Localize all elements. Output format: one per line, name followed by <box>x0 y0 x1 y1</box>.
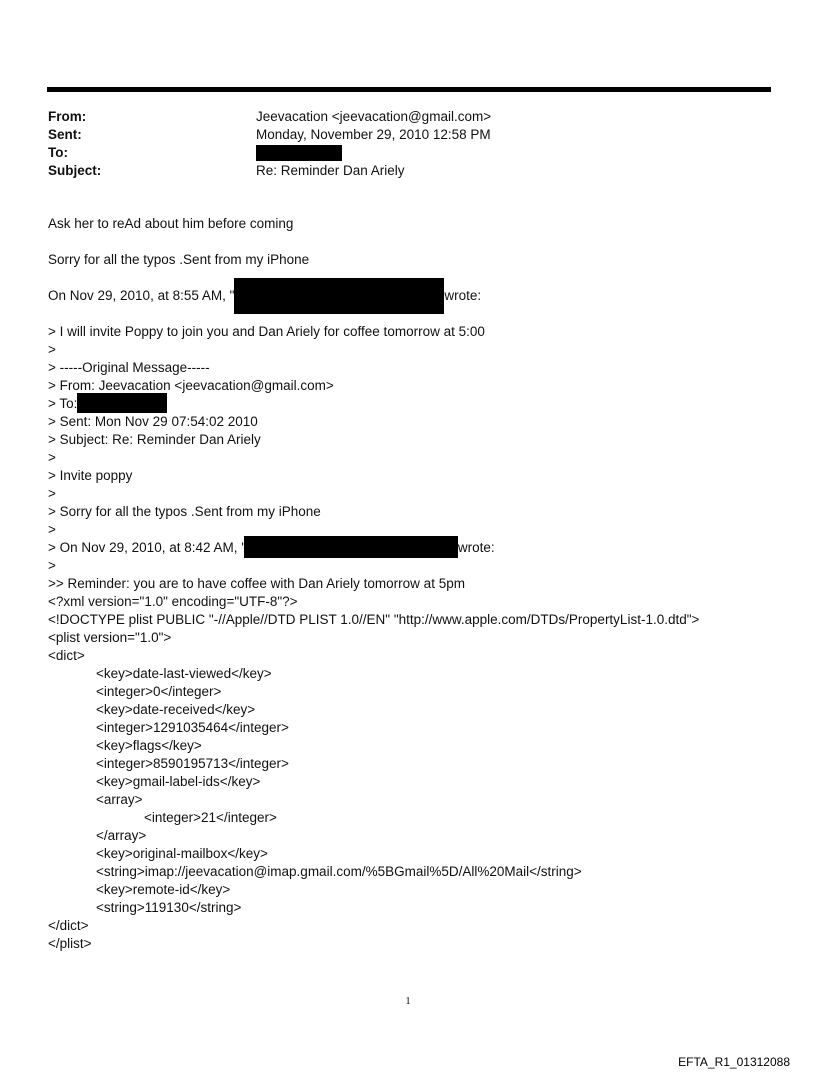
plist-line: <plist version="1.0"> <box>48 630 172 645</box>
plist-line: <integer>21</integer> <box>144 810 277 825</box>
wrote-suffix: wrote: <box>444 288 482 303</box>
body-line-1: Ask her to reAd about him before coming <box>48 216 294 231</box>
plist-line: <array> <box>96 792 143 807</box>
quoted-line: >> Reminder: you are to have coffee with Dan Ariely tomorrow at 5pm <box>48 576 465 591</box>
quoted-line: > Subject: Re: Reminder Dan Ariely <box>48 432 261 447</box>
quoted-line: > I will invite Poppy to join you and Dan Ariely for coffee tomorrow at 5:00 <box>48 324 485 339</box>
from-row <box>48 108 748 126</box>
quoted-line: > <box>48 522 56 537</box>
plist-line: <?xml version="1.0" encoding="UTF-8"?> <box>48 594 298 609</box>
quoted-line: > From: Jeevacation <jeevacation@gmail.com> <box>48 378 334 393</box>
quoted-wrote-line <box>48 539 699 557</box>
quoted-line: > <box>48 342 56 357</box>
plist-line: <integer>8590195713</integer> <box>96 756 289 771</box>
plist-line: <key>original-mailbox</key> <box>96 846 268 861</box>
quoted-line: > Invite poppy <box>48 468 133 483</box>
plist-line: <integer>0</integer> <box>96 684 222 699</box>
redaction-box <box>244 536 458 558</box>
quoted-thread <box>48 323 699 953</box>
sent-label: Sent: <box>48 127 82 142</box>
bates-number: EFTA_R1_01312088 <box>678 1055 790 1069</box>
plist-line: <key>date-last-viewed</key> <box>96 666 272 681</box>
redaction-box <box>256 145 342 161</box>
body-wrote-line <box>48 287 481 314</box>
plist-line: </dict> <box>48 918 89 933</box>
plist-line: <key>date-received</key> <box>96 702 256 717</box>
subject-row <box>48 162 748 180</box>
wrote-prefix: On Nov 29, 2010, at 8:55 AM, " <box>48 288 235 303</box>
quoted-wrote-prefix: > On Nov 29, 2010, at 8:42 AM, ' <box>48 540 244 555</box>
plist-line: <string>119130</string> <box>96 900 242 915</box>
subject-value: Re: Reminder Dan Ariely <box>256 163 405 178</box>
redaction-box <box>77 393 167 413</box>
subject-label: Subject: <box>48 163 102 178</box>
plist-line: <integer>1291035464</integer> <box>96 720 289 735</box>
from-label: From: <box>48 109 87 124</box>
sent-row <box>48 126 748 144</box>
plist-line: <key>remote-id</key> <box>96 882 231 897</box>
to-label: To: <box>48 145 68 160</box>
quoted-line: > Sorry for all the typos .Sent from my iPhone <box>48 504 321 519</box>
redaction-box <box>234 278 444 314</box>
quoted-to-line <box>48 395 699 413</box>
plist-line: <!DOCTYPE plist PUBLIC "-//Apple//DTD PLIST 1.0//EN" "http://www.apple.com/DTDs/PropertyList-1.0.dtd"> <box>48 612 700 627</box>
to-row <box>48 144 748 162</box>
quoted-line: > <box>48 486 56 501</box>
quoted-line: > <box>48 558 56 573</box>
quoted-line: > Sent: Mon Nov 29 07:54:02 2010 <box>48 414 258 429</box>
plist-line: <string>imap://jeevacation@imap.gmail.com/%5BGmail%5D/All%20Mail</string> <box>96 864 582 879</box>
header-rule <box>47 87 771 92</box>
body-line-2: Sorry for all the typos .Sent from my iPhone <box>48 252 310 267</box>
page-number: 1 <box>405 995 411 1007</box>
plist-line: </plist> <box>48 936 92 951</box>
plist-line: <key>gmail-label-ids</key> <box>96 774 261 789</box>
quoted-to-label: > To: <box>48 396 78 411</box>
quoted-wrote-suffix: wrote: <box>457 540 495 555</box>
email-header <box>48 108 748 180</box>
plist-line: <dict> <box>48 648 85 663</box>
quoted-line: > -----Original Message----- <box>48 360 210 375</box>
plist-line: <key>flags</key> <box>96 738 202 753</box>
sent-value: Monday, November 29, 2010 12:58 PM <box>256 127 491 142</box>
quoted-line: > <box>48 450 56 465</box>
plist-line: </array> <box>96 828 147 843</box>
to-value <box>256 144 342 162</box>
from-value: Jeevacation <jeevacation@gmail.com> <box>256 109 492 124</box>
